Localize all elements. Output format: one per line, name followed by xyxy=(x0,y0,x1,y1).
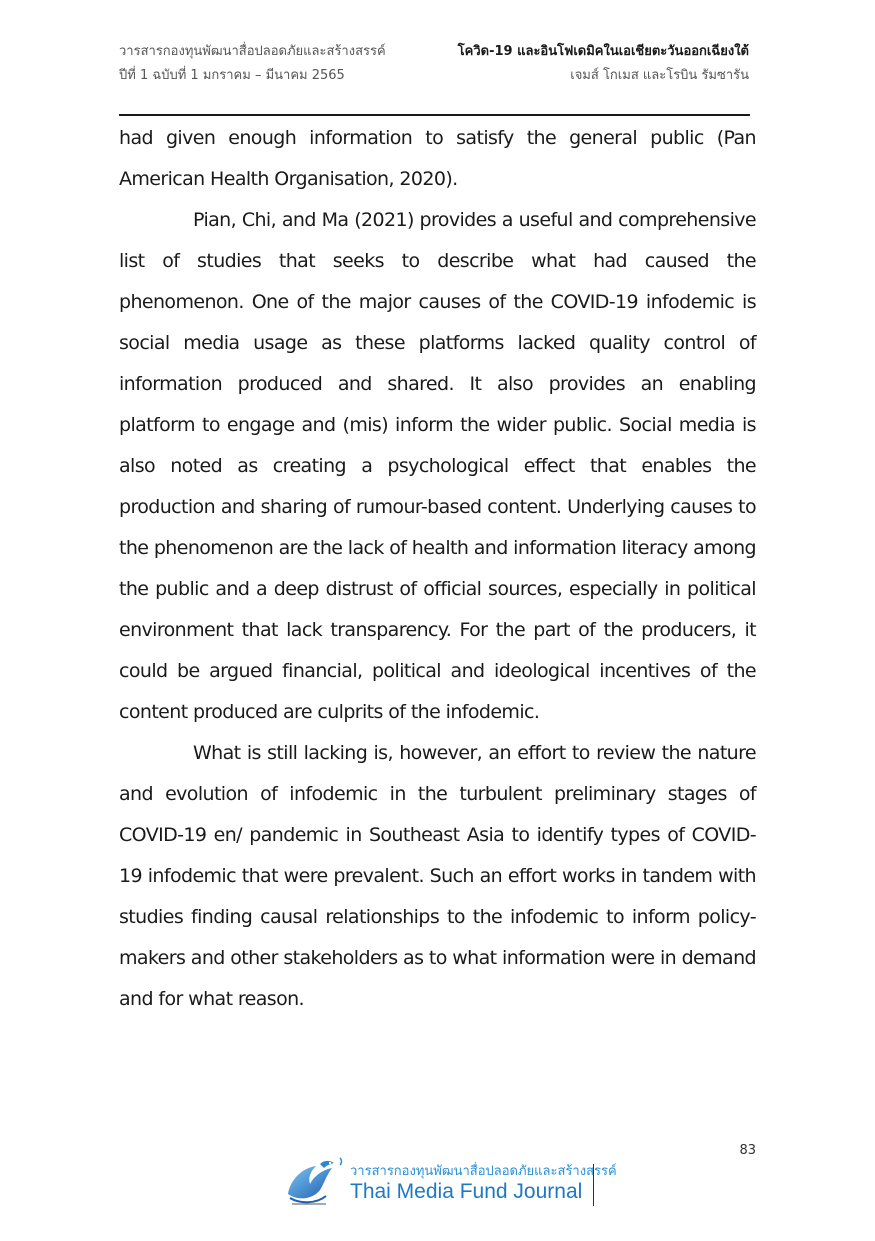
logo-english-name: Thai Media Fund Journal xyxy=(350,1180,583,1203)
running-header xyxy=(119,40,749,92)
bird-icon xyxy=(280,1154,346,1212)
journal-name: วารสารกองทุนพัฒนาสื่อปลอดภัยและสร้างสรรค์ xyxy=(119,44,386,59)
issue-info: ปีที่ 1 ฉบับที่ 1 มกราคม – มีนาคม 2565 xyxy=(119,68,345,83)
header-divider xyxy=(119,114,750,116)
header-row-bottom xyxy=(119,64,749,88)
logo-divider xyxy=(593,1164,594,1206)
journal-logo xyxy=(280,1150,617,1214)
paragraph: What is still lacking is, however, an effort to review the nature and evolution of infodemic in the turbulent preliminary stages of COVID-19 en/ pandemic in Southeast Asia to identify types of COVID-19 infodemic that were prevalent. Such an effort works in tandem with studies finding causal relationships to the infodemic to inform policy-makers and other stakeholders as to what information were in demand and for what reason. xyxy=(119,742,756,1010)
article-body xyxy=(119,118,756,1020)
paragraph-continued: had given enough information to satisfy the general public (Pan American Health Organisation, 2020). xyxy=(119,127,756,190)
logo-thai-name: วารสารกองทุนพัฒนาสื่อปลอดภัยและสร้างสรรค์ xyxy=(350,1164,617,1179)
header-row-top xyxy=(119,40,749,64)
authors: เจมส์ โกเมส และโรบิน รัมซารัน xyxy=(570,68,749,83)
page-number: 83 xyxy=(739,1143,756,1158)
paragraph: Pian, Chi, and Ma (2021) provides a useful and comprehensive list of studies that seeks to describe what had caused the phenomenon. One of the major causes of the COVID-19 infodemic is social media usage as these platforms lacked quality control of information produced and shared. It also provides an enabling platform to engage and (mis) inform the wider public. Social media is also noted as creating a psychological effect that enables the production and sharing of rumour-based content. Underlying causes to the phenomenon are the lack of health and information literacy among the public and a deep distrust of official sources, especially in political environment that lack transparency. For the part of the producers, it could be argued financial, political and ideological incentives of the content produced are culprits of the infodemic. xyxy=(119,209,757,723)
article-title: โควิด-19 และอินโฟเดมิคในเอเชียตะวันออกเฉียงใต้ xyxy=(457,44,749,59)
